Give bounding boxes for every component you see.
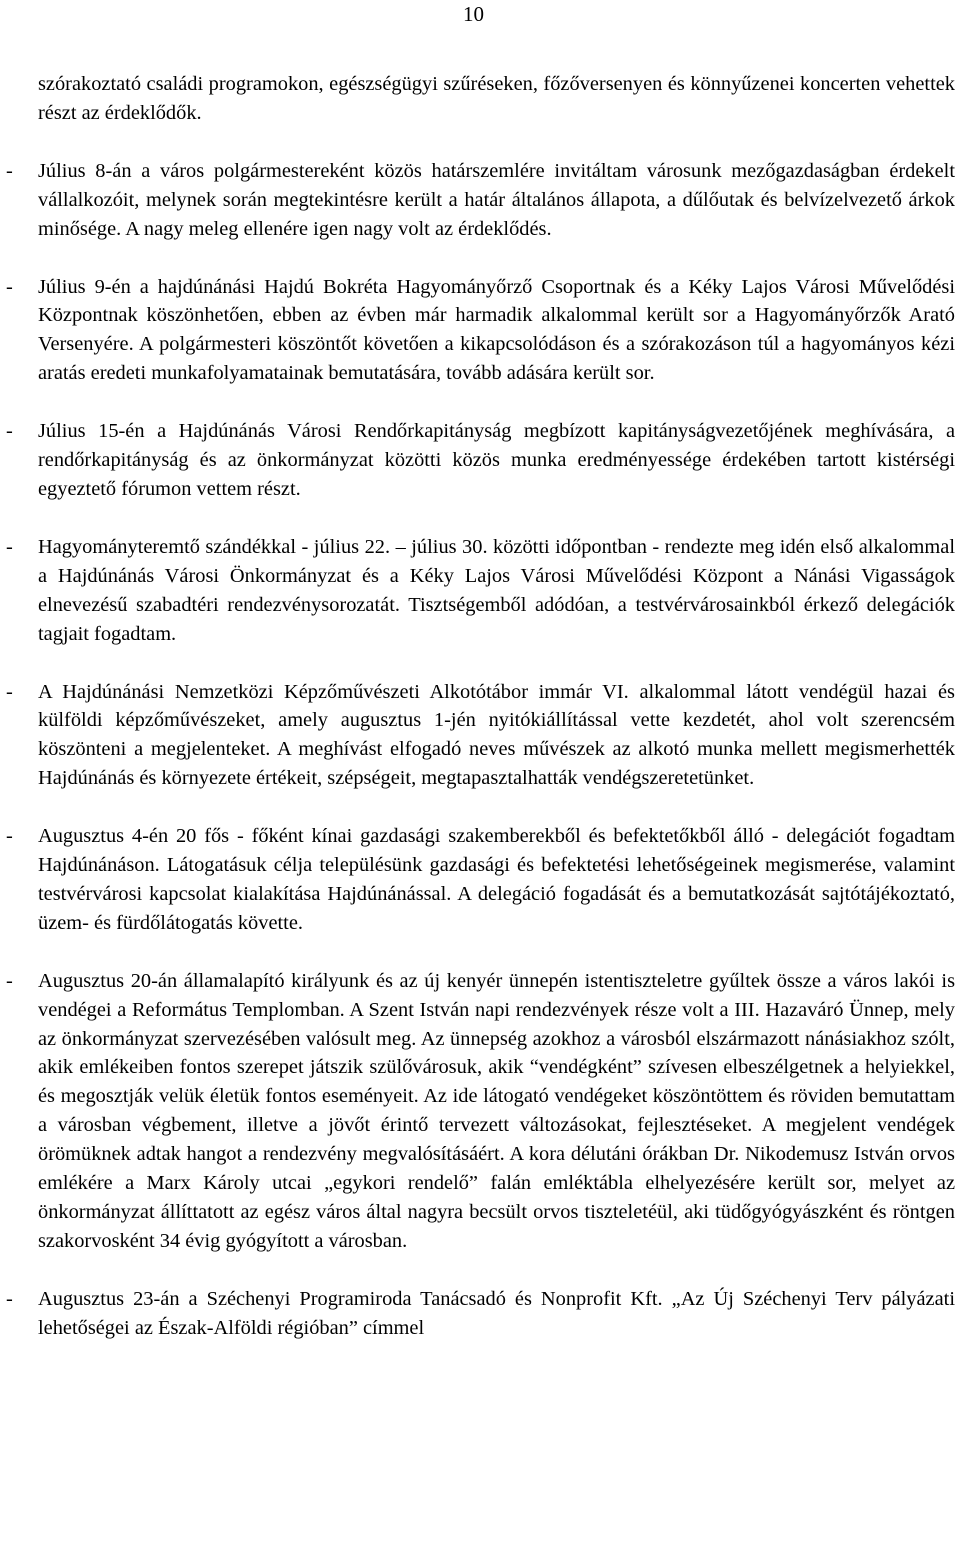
list-item: [0, 273, 960, 389]
list-item: [0, 967, 960, 1256]
list-dash: -: [6, 825, 13, 848]
paragraph-text: A Hajdúnánási Nemzetközi Képzőművészeti Alkotótábor immár VI. alkalommal látott vendégül hazai és külföldi képzőművészeket, amely augusztus 1-jén nyitókiállítással vette kezdetét, ahol volt szerencsém köszönteni a megjelenteket. A meghívást elfogadó neves művészek az alkotó munka mellett megismerhették Hajdúnánás és környezete értékeit, szépségeit, megtapasztalhatták vendégszeretetünket.: [38, 680, 955, 790]
list-dash: -: [6, 969, 13, 992]
list-dash: -: [6, 159, 13, 182]
list-dash: -: [6, 1287, 13, 1310]
list-item: [0, 157, 960, 244]
list-item: [0, 678, 960, 794]
paragraph-text: Július 8-án a város polgármestereként közös határszemlére invitáltam városunk mezőgazdaságban érdekelt vállalkozóit, melynek során megtekintésre került a határ általános állapota, a dűlőutak és belvízelvezető árkok minősége. A nagy meleg ellenére igen nagy volt az érdeklődés.: [38, 159, 955, 240]
page-number: 10: [463, 2, 484, 26]
list-item: [0, 533, 960, 649]
paragraph-text: Augusztus 4-én 20 fős - főként kínai gazdasági szakemberekből és befektetőkből álló - delegációt fogadtam Hajdúnánáson. Látogatásuk célja településünk gazdasági és befektetési lehetőségeinek megismerése, valamint testvérvárosi kapcsolat kialakítása Hajdúnánással. A delegáció fogadását és a bemutatkozását sajtótájékoztató, üzem- és fürdőlátogatás követte.: [38, 825, 955, 934]
paragraph-text: Augusztus 23-án a Széchenyi Programiroda Tanácsadó és Nonprofit Kft. „Az Új Széchenyi Terv pályázati lehetőségei az Észak-Alföldi régióban” címmel: [38, 1287, 955, 1339]
list-dash: -: [6, 680, 13, 703]
paragraph-text: Augusztus 20-án államalapító királyunk és az új kenyér ünnepén istentiszteletre gyűltek össze a város lakói is vendégei a Református Templomban. A Szent István napi rendezvények része volt a III. Hazaváró Ünnep, mely az önkormányzat szervezésében valósult meg. Az ünnepség azokhoz a városból elszármazott nánásiakhoz szólt, akik emlékeiben fontos szerepet játszik szülővárosuk, akik “vendégként” szívesen elbeszélgetnek a helyiekkel, és megosztják velük életük fontos eseményeit. Az ide látogató vendégeket köszöntöttem és röviden bemutattam a városban végbement, illetve a jövőt érintő tervezett változásokat, fejlesztéseket. A megjelent vendégek örömüknek adtak hangot a rendezvény megvalósításáért. A kora délutáni órákban Dr. Nikodemusz István orvos emlékére a Marx Károly utcai „egykori rendelő” falán emléktábla elhelyezésére került sor, melyet az önkormányzat állíttatott az egész város által nagyra becsült orvos tiszteletéül, aki tüdőgyógyászként és röntgen szakorvosként 34 évig gyógyított a városban.: [38, 969, 955, 1252]
list-dash: -: [6, 420, 13, 443]
list-item: [0, 822, 960, 938]
paragraph-text: Július 15-én a Hajdúnánás Városi Rendőrkapitányság megbízott kapitányságvezetőjének meghívására, a rendőrkapitányság és az önkormányzat közötti közös munka eredményessége érdekében tartott kistérségi egyeztető fórumon vettem részt.: [38, 420, 955, 500]
document-body: [0, 70, 960, 1343]
paragraph-continuation: [0, 70, 960, 128]
list-dash: -: [6, 535, 13, 558]
paragraph-text: Július 9-én a hajdúnánási Hajdú Bokréta Hagyományőrző Csoportnak és a Kéky Lajos Városi Művelődési Központnak köszönhetően, ebben az évben már harmadik alkalommal került sor a Hagyományőrzők Arató Versenyére. A polgármesteri köszöntőt követően a kikapcsolódáson és a szórakozáson túl a hagyományos kézi aratás eredeti munkafolyamatainak bemutatására, tovább adására került sor.: [38, 275, 955, 385]
list-item: [0, 417, 960, 504]
paragraph-text: Hagyományteremtő szándékkal - július 22. – július 30. közötti időpontban - rendezte meg idén első alkalommal a Hajdúnánás Városi Önkormányzat és a Kéky Lajos Városi Művelődési Központ a Nánási Vigasságok elnevezésű szabadtéri rendezvénysorozatát. Tisztségemből adódóan, a testvérvárosainkból érkező delegációk tagjait fogadtam.: [38, 535, 955, 645]
list-dash: -: [6, 275, 13, 298]
paragraph-text: szórakoztató családi programokon, egészségügyi szűréseken, főzőversenyen és könnyűzenei koncerten vehettek részt az érdeklődők.: [38, 73, 955, 124]
list-item: [0, 1285, 960, 1343]
